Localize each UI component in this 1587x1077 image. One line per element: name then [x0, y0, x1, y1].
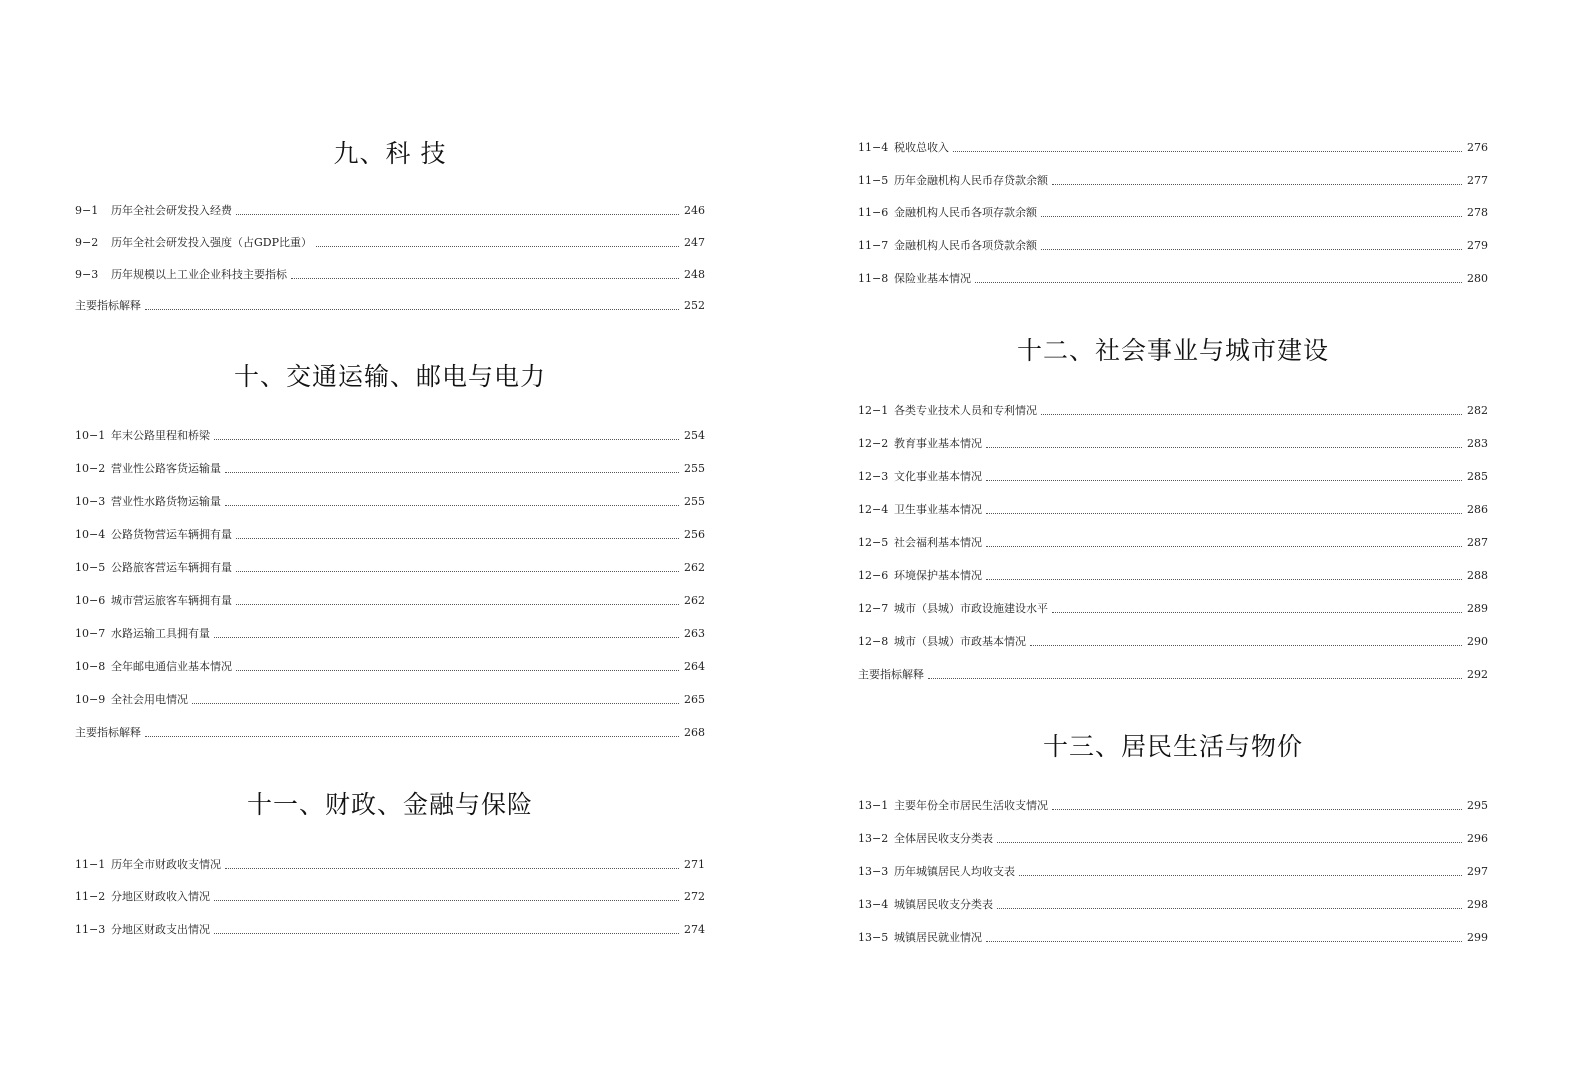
- toc-entry-page: 255: [684, 495, 705, 508]
- toc-entry-11-7[interactable]: [858, 238, 1488, 254]
- toc-entry-9-2[interactable]: [75, 235, 705, 251]
- left-page: [75, 0, 705, 1077]
- toc-entry-13-3[interactable]: [858, 864, 1488, 880]
- toc-entry-9-3[interactable]: [75, 267, 705, 283]
- dot-leader: [236, 213, 679, 215]
- dot-leader: [1041, 248, 1462, 250]
- dot-leader: [214, 932, 679, 934]
- dot-leader: [928, 677, 1462, 679]
- dot-leader: [986, 940, 1462, 942]
- toc-entry-title: 税收总收入: [894, 141, 949, 154]
- toc-entry-page: 246: [684, 204, 705, 217]
- toc-entry-page: 288: [1467, 569, 1488, 582]
- toc-entry-title: 文化事业基本情况: [894, 470, 982, 483]
- toc-entry-code: 12−1: [858, 404, 889, 417]
- toc-entry-code: 10−9: [75, 693, 106, 706]
- toc-entry-code: 11−6: [858, 206, 889, 219]
- toc-entry-12-7[interactable]: [858, 601, 1488, 617]
- toc-entry-title: 主要指标解释: [75, 299, 141, 312]
- toc-entry-page: 297: [1467, 865, 1488, 878]
- toc-entry-10-9[interactable]: [75, 692, 705, 708]
- toc-entry-code: 13−3: [858, 865, 889, 878]
- toc-entry-page: 262: [684, 561, 705, 574]
- section-title-10: 十、交通运输、邮电与电力: [233, 362, 546, 391]
- toc-entry-title: 主要指标解释: [858, 668, 924, 681]
- toc-entry-9-notes[interactable]: [75, 298, 705, 314]
- toc-entry-title: 历年全社会研发投入强度（占GDP比重）: [111, 236, 313, 249]
- dot-leader: [316, 245, 679, 247]
- toc-entry-code: 12−4: [858, 503, 889, 516]
- toc-entry-page: 295: [1467, 799, 1488, 812]
- toc-entry-code: 13−5: [858, 931, 889, 944]
- dot-leader: [214, 438, 679, 440]
- toc-entry-title: 营业性水路货物运输量: [111, 495, 221, 508]
- toc-entry-page: 268: [684, 726, 705, 739]
- toc-entry-12-notes[interactable]: [858, 667, 1488, 683]
- toc-entry-code: 10−4: [75, 528, 106, 541]
- toc-entry-page: 252: [684, 299, 705, 312]
- toc-entry-title: 全年邮电通信业基本情况: [111, 660, 232, 673]
- toc-entry-code: 11−7: [858, 239, 889, 252]
- toc-entry-code: 10−1: [75, 429, 106, 442]
- toc-entry-page: 254: [684, 429, 705, 442]
- toc-entry-11-6[interactable]: [858, 205, 1488, 221]
- toc-entry-10-6[interactable]: [75, 593, 705, 609]
- toc-entry-12-1[interactable]: [858, 403, 1488, 419]
- toc-entry-title: 环境保护基本情况: [894, 569, 982, 582]
- dot-leader: [236, 537, 679, 539]
- toc-entry-code: 10−8: [75, 660, 106, 673]
- toc-entry-13-4[interactable]: [858, 897, 1488, 913]
- dot-leader: [1052, 183, 1462, 185]
- toc-entry-title: 分地区财政收入情况: [111, 890, 210, 903]
- dot-leader: [225, 504, 679, 506]
- dot-leader: [214, 636, 679, 638]
- toc-entry-title: 水路运输工具拥有量: [111, 627, 210, 640]
- toc-entry-11-1[interactable]: [75, 857, 705, 873]
- toc-entry-13-5[interactable]: [858, 930, 1488, 946]
- toc-entry-title: 城镇居民就业情况: [894, 931, 982, 944]
- toc-entry-title: 全体居民收支分类表: [894, 832, 993, 845]
- right-page: [858, 0, 1488, 1077]
- toc-entry-title: 历年规模以上工业企业科技主要指标: [111, 268, 287, 281]
- toc-entry-10-1[interactable]: [75, 428, 705, 444]
- toc-entry-code: 10−7: [75, 627, 106, 640]
- toc-entry-page: 247: [684, 236, 705, 249]
- toc-entry-code: 12−6: [858, 569, 889, 582]
- toc-entry-10-2[interactable]: [75, 461, 705, 477]
- dot-leader: [986, 512, 1462, 514]
- toc-entry-page: 290: [1467, 635, 1488, 648]
- toc-entry-code: 10−3: [75, 495, 106, 508]
- toc-entry-page: 264: [684, 660, 705, 673]
- toc-entry-10-8[interactable]: [75, 659, 705, 675]
- section-title-12: 十二、社会事业与城市建设: [1016, 336, 1329, 365]
- toc-entry-10-notes[interactable]: [75, 725, 705, 741]
- dot-leader: [953, 150, 1462, 152]
- toc-entry-code: 9−1: [75, 204, 99, 217]
- toc-entry-page: 299: [1467, 931, 1488, 944]
- toc-entry-code: 11−1: [75, 858, 106, 871]
- toc-entry-10-5[interactable]: [75, 560, 705, 576]
- toc-entry-page: 287: [1467, 536, 1488, 549]
- dot-leader: [986, 578, 1462, 580]
- toc-entry-10-7[interactable]: [75, 626, 705, 642]
- toc-entry-title: 历年城镇居民人均收支表: [894, 865, 1015, 878]
- toc-entry-12-4[interactable]: [858, 502, 1488, 518]
- toc-entry-12-3[interactable]: [858, 469, 1488, 485]
- toc-entry-code: 9−3: [75, 268, 99, 281]
- toc-entry-code: 11−5: [858, 174, 889, 187]
- toc-entry-title: 主要指标解释: [75, 726, 141, 739]
- toc-entry-title: 各类专业技术人员和专利情况: [894, 404, 1037, 417]
- dot-leader: [986, 479, 1462, 481]
- toc-entry-code: 12−7: [858, 602, 889, 615]
- toc-entry-page: 248: [684, 268, 705, 281]
- dot-leader: [145, 308, 679, 310]
- dot-leader: [1041, 413, 1462, 415]
- dot-leader: [236, 570, 679, 572]
- toc-entry-title: 城市（县城）市政设施建设水平: [894, 602, 1048, 615]
- toc-entry-title: 年末公路里程和桥梁: [111, 429, 210, 442]
- dot-leader: [225, 867, 679, 869]
- toc-entry-code: 10−6: [75, 594, 106, 607]
- toc-entry-11-5[interactable]: [858, 173, 1488, 189]
- dot-leader: [1019, 874, 1462, 876]
- toc-entry-title: 教育事业基本情况: [894, 437, 982, 450]
- toc-entry-page: 280: [1467, 272, 1488, 285]
- toc-entry-10-3[interactable]: [75, 494, 705, 510]
- toc-entry-title: 营业性公路客货运输量: [111, 462, 221, 475]
- toc-entry-11-8[interactable]: [858, 271, 1488, 287]
- toc-entry-13-1[interactable]: [858, 798, 1488, 814]
- toc-entry-title: 金融机构人民币各项存款余额: [894, 206, 1037, 219]
- toc-entry-title: 城镇居民收支分类表: [894, 898, 993, 911]
- toc-entry-code: 11−2: [75, 890, 106, 903]
- dot-leader: [975, 281, 1462, 283]
- toc-entry-10-4[interactable]: [75, 527, 705, 543]
- toc-entry-page: 263: [684, 627, 705, 640]
- toc-entry-12-5[interactable]: [858, 535, 1488, 551]
- toc-entry-11-2[interactable]: [75, 889, 705, 905]
- toc-entry-code: 10−2: [75, 462, 106, 475]
- toc-entry-code: 12−2: [858, 437, 889, 450]
- toc-entry-title: 历年全社会研发投入经费: [111, 204, 232, 217]
- toc-entry-title: 分地区财政支出情况: [111, 923, 210, 936]
- toc-entry-title: 历年全市财政收支情况: [111, 858, 221, 871]
- toc-entry-title: 城市（县城）市政基本情况: [894, 635, 1026, 648]
- dot-leader: [291, 277, 679, 279]
- toc-entry-page: 256: [684, 528, 705, 541]
- toc-entry-page: 278: [1467, 206, 1488, 219]
- toc-entry-page: 272: [684, 890, 705, 903]
- toc-entry-11-4[interactable]: [858, 140, 1488, 156]
- dot-leader: [145, 735, 679, 737]
- toc-entry-page: 296: [1467, 832, 1488, 845]
- dot-leader: [1041, 215, 1462, 217]
- dot-leader: [214, 899, 679, 901]
- dot-leader: [225, 471, 679, 473]
- section-title-11: 十一、财政、金融与保险: [246, 790, 533, 819]
- toc-entry-title: 历年金融机构人民币存贷款余额: [894, 174, 1048, 187]
- toc-entry-code: 12−5: [858, 536, 889, 549]
- dot-leader: [986, 446, 1462, 448]
- toc-entry-title: 社会福利基本情况: [894, 536, 982, 549]
- toc-entry-page: 282: [1467, 404, 1488, 417]
- toc-entry-12-2[interactable]: [858, 436, 1488, 452]
- dot-leader: [1052, 808, 1462, 810]
- toc-entry-page: 283: [1467, 437, 1488, 450]
- toc-entry-code: 12−8: [858, 635, 889, 648]
- dot-leader: [192, 702, 679, 704]
- section-title-9: 九、科 技: [333, 139, 447, 168]
- toc-entry-page: 271: [684, 858, 705, 871]
- section-title-13: 十三、居民生活与物价: [1042, 732, 1303, 761]
- toc-entry-page: 277: [1467, 174, 1488, 187]
- dot-leader: [997, 841, 1462, 843]
- toc-entry-page: 255: [684, 462, 705, 475]
- toc-entry-title: 金融机构人民币各项贷款余额: [894, 239, 1037, 252]
- toc-entry-title: 城市营运旅客车辆拥有量: [111, 594, 232, 607]
- dot-leader: [986, 545, 1462, 547]
- toc-entry-page: 279: [1467, 239, 1488, 252]
- toc-entry-12-8[interactable]: [858, 634, 1488, 650]
- dot-leader: [997, 907, 1462, 909]
- toc-entry-code: 11−8: [858, 272, 889, 285]
- toc-entry-page: 262: [684, 594, 705, 607]
- toc-entry-page: 276: [1467, 141, 1488, 154]
- toc-entry-code: 11−3: [75, 923, 106, 936]
- toc-entry-13-2[interactable]: [858, 831, 1488, 847]
- toc-entry-title: 公路货物营运车辆拥有量: [111, 528, 232, 541]
- toc-entry-title: 卫生事业基本情况: [894, 503, 982, 516]
- toc-entry-11-3[interactable]: [75, 922, 705, 938]
- toc-entry-page: 286: [1467, 503, 1488, 516]
- dot-leader: [1052, 611, 1462, 613]
- dot-leader: [236, 669, 679, 671]
- dot-leader: [236, 603, 679, 605]
- toc-entry-page: 289: [1467, 602, 1488, 615]
- toc-entry-code: 10−5: [75, 561, 106, 574]
- toc-entry-code: 9−2: [75, 236, 99, 249]
- toc-entry-code: 11−4: [858, 141, 889, 154]
- toc-entry-9-1[interactable]: [75, 203, 705, 219]
- toc-entry-code: 12−3: [858, 470, 889, 483]
- toc-entry-code: 13−1: [858, 799, 889, 812]
- toc-entry-code: 13−2: [858, 832, 889, 845]
- toc-entry-title: 公路旅客营运车辆拥有量: [111, 561, 232, 574]
- toc-entry-title: 主要年份全市居民生活收支情况: [894, 799, 1048, 812]
- toc-entry-page: 298: [1467, 898, 1488, 911]
- dot-leader: [1030, 644, 1462, 646]
- toc-entry-page: 285: [1467, 470, 1488, 483]
- toc-entry-code: 13−4: [858, 898, 889, 911]
- toc-entry-title: 保险业基本情况: [894, 272, 971, 285]
- toc-entry-title: 全社会用电情况: [111, 693, 188, 706]
- toc-entry-page: 265: [684, 693, 705, 706]
- toc-entry-12-6[interactable]: [858, 568, 1488, 584]
- toc-entry-page: 292: [1467, 668, 1488, 681]
- toc-entry-page: 274: [684, 923, 705, 936]
